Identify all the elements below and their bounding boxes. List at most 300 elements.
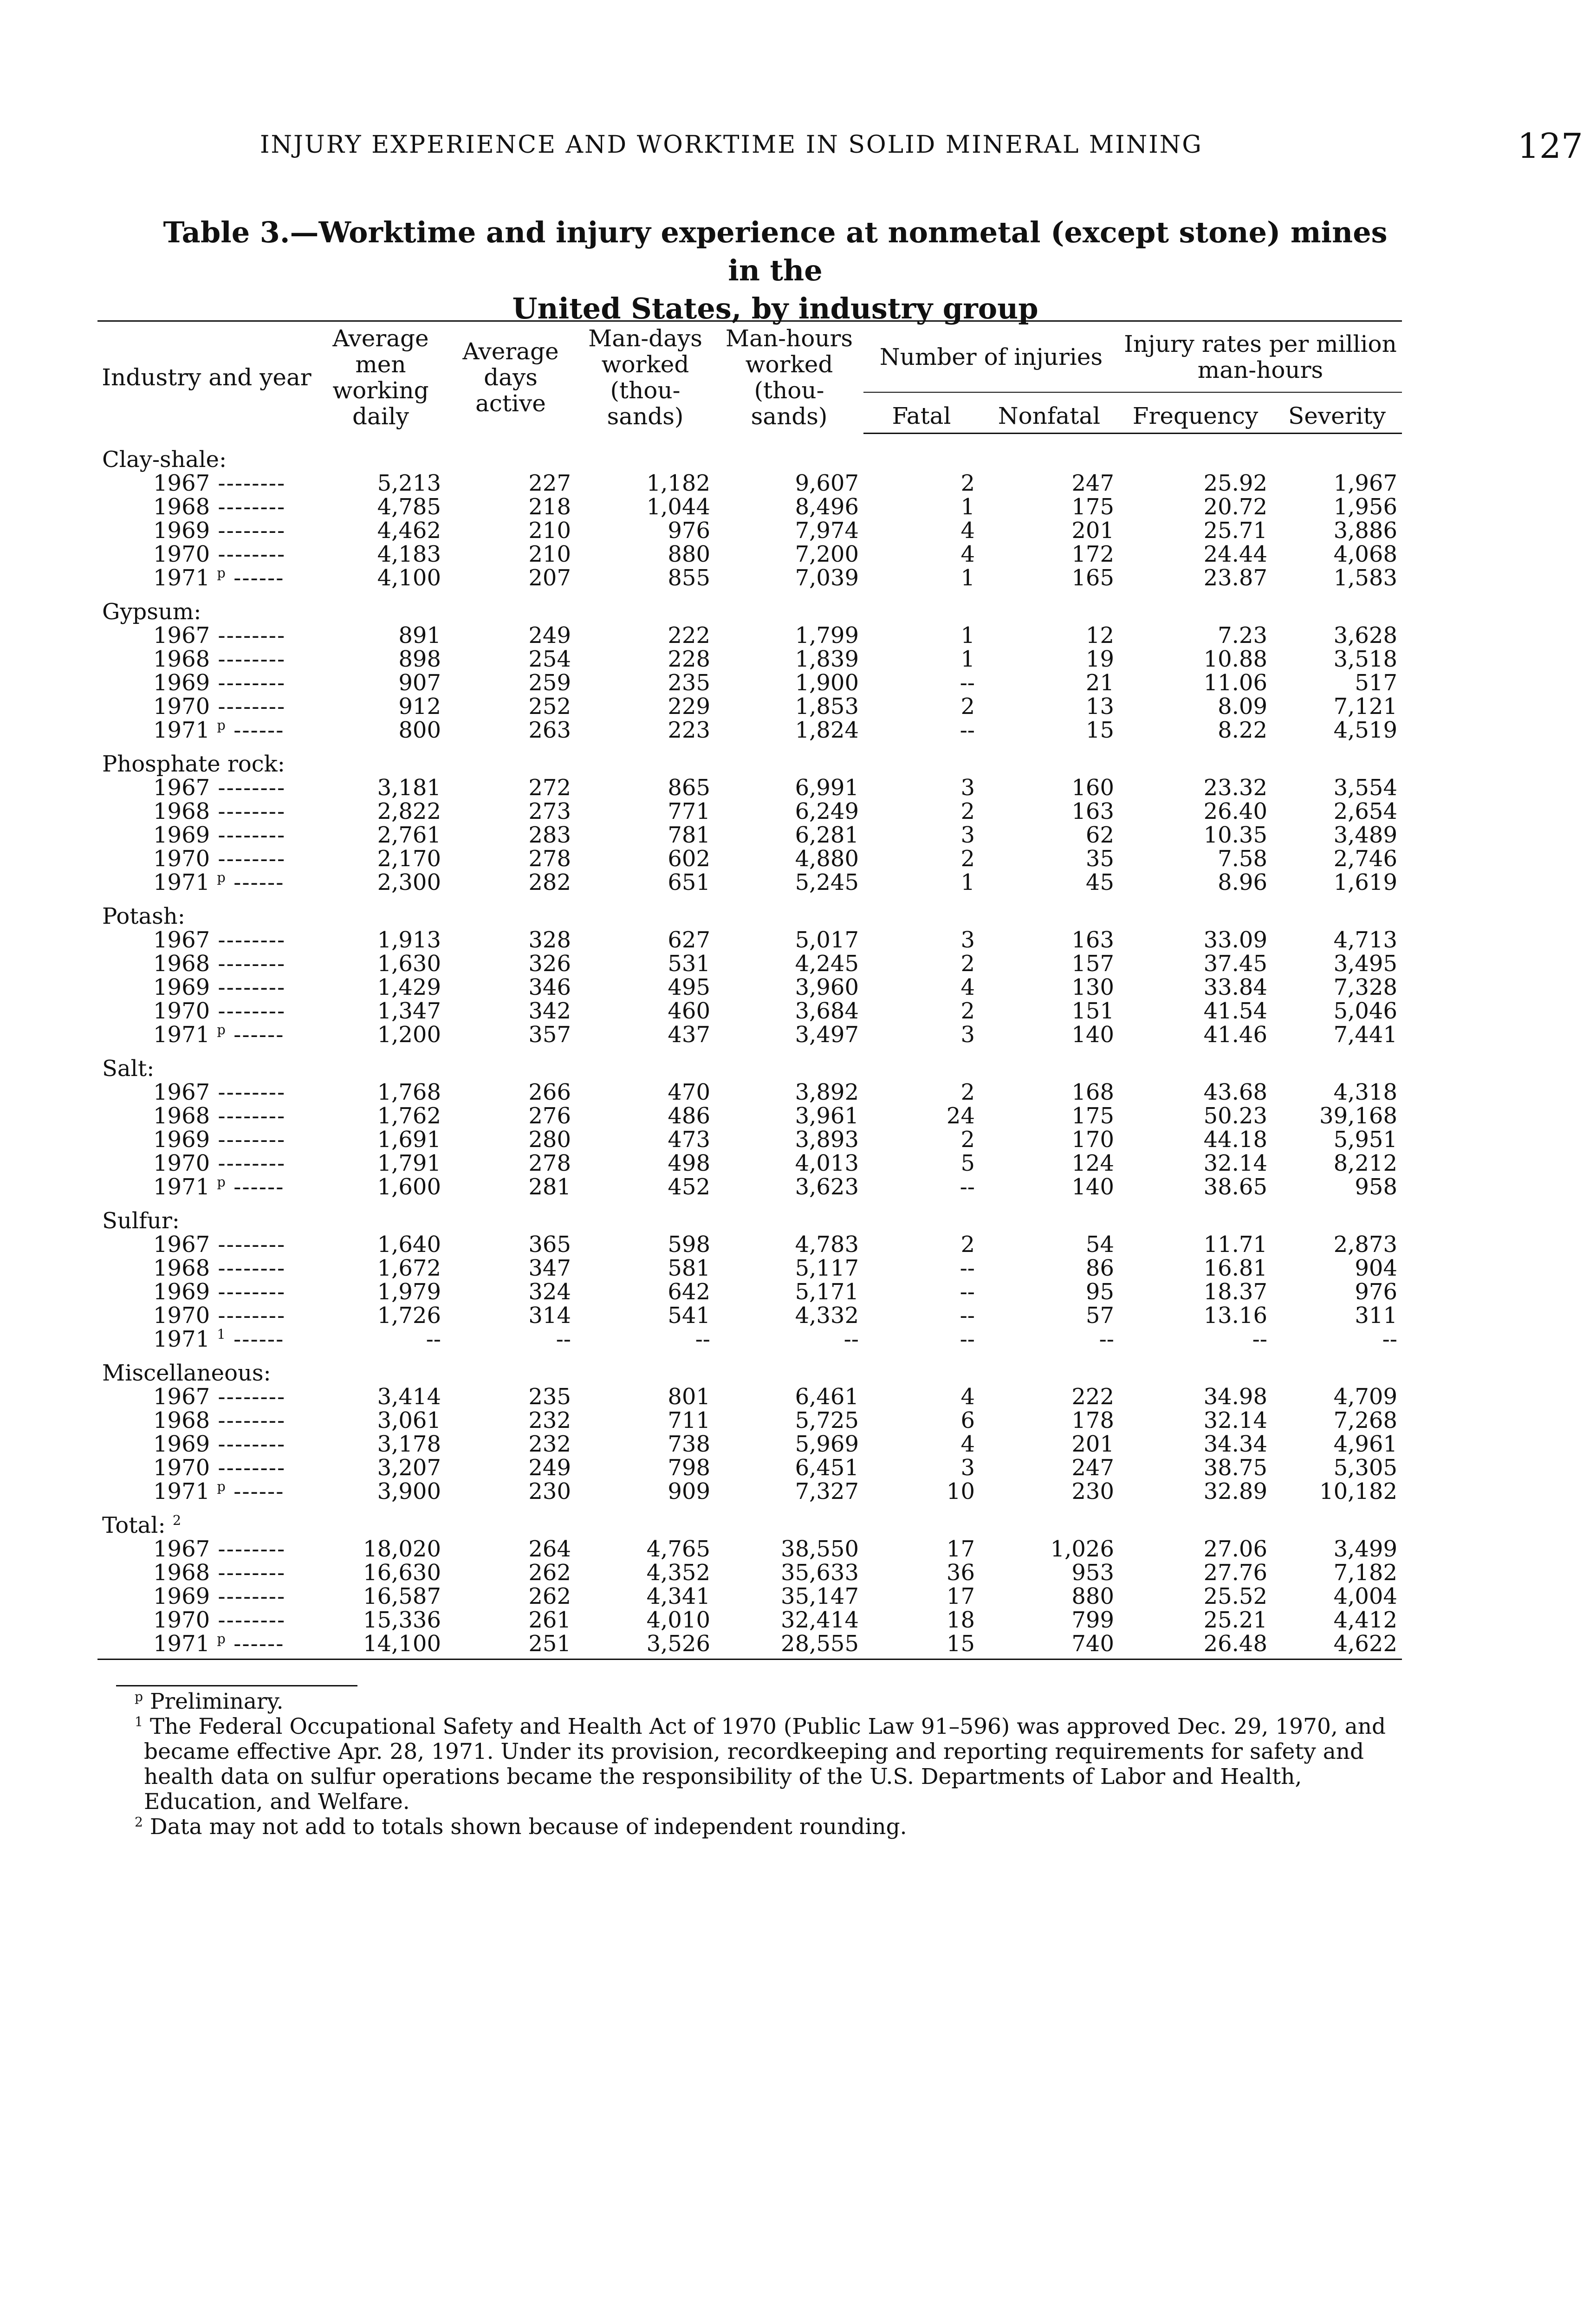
cell-manhours: 3,961 <box>795 1102 859 1129</box>
year-label: 1969 <box>153 517 210 544</box>
cell-frequency: 37.45 <box>1203 950 1267 977</box>
cell-frequency: 11.06 <box>1203 669 1267 696</box>
cell-men: 1,347 <box>377 998 441 1024</box>
cell-fatal: 15 <box>863 1632 980 1660</box>
table-body <box>97 433 1402 1659</box>
cell-men: 3,178 <box>377 1431 441 1457</box>
year-cell <box>97 1304 316 1328</box>
cell-fatal: 18 <box>946 1607 975 1633</box>
cell-manhours: 7,039 <box>795 564 859 591</box>
cell-severity: 4,318 <box>1333 1079 1397 1105</box>
year-cell <box>97 1480 316 1504</box>
year-label: 1967 <box>153 470 210 496</box>
year-mark: p <box>217 717 226 733</box>
cell-men: 3,900 <box>377 1478 441 1504</box>
leader-dots: -------- <box>210 622 286 648</box>
cell-days: 278 <box>528 845 571 872</box>
year-cell <box>97 695 316 719</box>
cell-men: 898 <box>398 646 441 672</box>
cell-days: 266 <box>528 1079 571 1105</box>
leader-dots: -------- <box>210 1583 286 1609</box>
year-cell <box>97 1433 316 1456</box>
cell-fatal: 2 <box>960 950 975 977</box>
cell-frequency: 25.71 <box>1203 517 1267 544</box>
year-label: 1969 <box>153 669 210 696</box>
leader-dots: -------- <box>210 1559 286 1586</box>
cell-nonfatal: 86 <box>1085 1255 1114 1281</box>
cell-fatal: -- <box>960 669 975 696</box>
year-label: 1971 <box>153 1326 210 1352</box>
cell-nonfatal: 130 <box>1071 974 1114 1000</box>
cell-days: 227 <box>528 470 571 496</box>
cell-days: 272 <box>528 774 571 801</box>
cell-fatal: 4 <box>960 974 975 1000</box>
cell-mandays: 598 <box>668 1231 710 1258</box>
cell-severity: 7,328 <box>1333 974 1397 1000</box>
leader-dots: ------ <box>225 564 285 591</box>
cell-fatal: 2 <box>960 1231 975 1258</box>
cell-nonfatal: 163 <box>1071 798 1114 824</box>
cell-days: 207 <box>528 564 571 591</box>
cell-fatal: 10 <box>946 1478 975 1504</box>
cell-manhours: 9,607 <box>795 470 859 496</box>
year-cell <box>97 719 316 742</box>
cell-severity: 7,441 <box>1333 1021 1397 1048</box>
leader-dots: -------- <box>210 693 286 720</box>
cell-manhours: 5,117 <box>795 1255 859 1281</box>
leader-dots: -------- <box>210 1150 286 1176</box>
footnote-text-1: The Federal Occupational Safety and Health Act of 1970 (Public Law 91–596) was approved Dec. 29, 1970, and became effective Apr. 28, 1971. Under its provision, recordkeeping and reporting requirements for safety and health data on sulfur operations became the responsibility of the U.S. Departments of Labor and Health, Education, and Welfare. <box>144 1714 1386 1815</box>
cell-severity: 517 <box>1355 669 1397 696</box>
cell-fatal: 24 <box>946 1102 975 1129</box>
year-label: 1967 <box>153 1079 210 1105</box>
table-row <box>97 1280 1402 1304</box>
cell-days: 249 <box>528 1454 571 1481</box>
cell-men: -- <box>426 1326 441 1352</box>
cell-frequency: 38.75 <box>1203 1454 1267 1481</box>
cell-fatal: -- <box>960 1278 975 1305</box>
cell-frequency: 27.76 <box>1203 1559 1267 1586</box>
year-label: 1970 <box>153 541 210 567</box>
cell-mandays: 470 <box>668 1079 710 1105</box>
cell-nonfatal: 124 <box>1071 1150 1114 1176</box>
cell-mandays: 880 <box>668 541 710 567</box>
year-label: 1971 <box>153 564 210 591</box>
leader-dots: ------ <box>225 1326 285 1352</box>
cell-fatal: 2 <box>960 998 975 1024</box>
cell-severity: 8,212 <box>1333 1150 1397 1176</box>
cell-severity: 311 <box>1355 1302 1397 1329</box>
year-label: 1969 <box>153 1583 210 1609</box>
cell-manhours: 32,414 <box>781 1607 859 1633</box>
cell-mandays: 781 <box>668 822 710 848</box>
cell-fatal: 2 <box>960 845 975 872</box>
cell-days: 281 <box>528 1173 571 1200</box>
table-row <box>97 624 1402 648</box>
cell-frequency: 7.23 <box>1218 622 1267 648</box>
table-row <box>97 1023 1402 1047</box>
cell-frequency: 50.23 <box>1203 1102 1267 1129</box>
leader-dots: -------- <box>210 1383 286 1410</box>
cell-frequency: 32.14 <box>1203 1407 1267 1433</box>
leader-dots: ------ <box>225 1630 285 1657</box>
table-title-line1: Table 3.—Worktime and injury experience at nonmetal (except stone) mines in the <box>163 215 1388 287</box>
col-header-days: Average days active <box>446 321 576 434</box>
year-cell <box>97 1608 316 1632</box>
col-header-men: Average men working daily <box>316 321 446 434</box>
cell-days: 262 <box>528 1583 571 1609</box>
year-cell <box>97 1632 316 1660</box>
cell-fatal: 2 <box>960 470 975 496</box>
year-cell <box>97 624 316 648</box>
cell-frequency: -- <box>1252 1326 1267 1352</box>
table-row <box>97 871 1402 895</box>
cell-mandays: 865 <box>668 774 710 801</box>
cell-nonfatal: 54 <box>1085 1231 1114 1258</box>
group-name: Gypsum: <box>102 598 201 625</box>
cell-mandays: 855 <box>668 564 710 591</box>
cell-fatal: -- <box>960 717 975 743</box>
cell-nonfatal: 1,026 <box>1050 1536 1114 1562</box>
cell-nonfatal: 230 <box>1071 1478 1114 1504</box>
footnotes <box>116 1685 1416 1840</box>
cell-men: 1,791 <box>377 1150 441 1176</box>
cell-manhours: 3,684 <box>795 998 859 1024</box>
cell-mandays: 498 <box>668 1150 710 1176</box>
year-cell <box>97 1328 316 1351</box>
cell-days: 264 <box>528 1536 571 1562</box>
cell-men: 3,414 <box>377 1383 441 1410</box>
cell-manhours: 38,550 <box>781 1536 859 1562</box>
cell-men: 4,100 <box>377 564 441 591</box>
year-cell <box>97 1561 316 1585</box>
cell-manhours: -- <box>843 1326 859 1352</box>
leader-dots: -------- <box>210 541 286 567</box>
col-header-nonfatal: Nonfatal <box>980 392 1119 433</box>
cell-days: 326 <box>528 950 571 977</box>
cell-nonfatal: 163 <box>1071 927 1114 953</box>
year-label: 1969 <box>153 1126 210 1153</box>
cell-manhours: 5,171 <box>795 1278 859 1305</box>
table-row <box>97 1608 1402 1632</box>
table-row <box>97 976 1402 999</box>
cell-manhours: 4,332 <box>795 1302 859 1329</box>
table-row <box>97 566 1402 590</box>
leader-dots: ------ <box>225 1021 285 1048</box>
col-header-rates: Injury rates per million man-hours <box>1119 321 1402 393</box>
cell-severity: 7,121 <box>1333 693 1397 720</box>
cell-days: 259 <box>528 669 571 696</box>
cell-severity: 1,956 <box>1333 493 1397 520</box>
table-row <box>97 695 1402 719</box>
cell-fatal: 1 <box>960 564 975 591</box>
table-row <box>97 776 1402 800</box>
cell-manhours: 4,880 <box>795 845 859 872</box>
cell-severity: 3,886 <box>1333 517 1397 544</box>
running-title: INJURY EXPERIENCE AND WORKTIME IN SOLID MINERAL MINING <box>260 131 1203 159</box>
cell-severity: 3,489 <box>1333 822 1397 848</box>
col-header-fatal: Fatal <box>863 392 980 433</box>
year-cell <box>97 519 316 543</box>
year-label: 1971 <box>153 1478 210 1504</box>
col-header-industry: Industry and year <box>97 321 316 434</box>
cell-severity: 976 <box>1355 1278 1397 1305</box>
cell-men: 2,300 <box>377 869 441 895</box>
cell-mandays: 222 <box>668 622 710 648</box>
cell-mandays: 228 <box>668 646 710 672</box>
cell-severity: 4,004 <box>1333 1583 1397 1609</box>
cell-frequency: 24.44 <box>1203 541 1267 567</box>
cell-fatal: 5 <box>960 1150 975 1176</box>
cell-nonfatal: 57 <box>1085 1302 1114 1329</box>
table-row <box>97 1456 1402 1480</box>
year-label: 1970 <box>153 1302 210 1329</box>
cell-days: 273 <box>528 798 571 824</box>
table-title <box>149 214 1402 328</box>
year-cell <box>97 871 316 895</box>
cell-men: 2,761 <box>377 822 441 848</box>
data-table <box>97 320 1402 1660</box>
year-cell <box>97 776 316 800</box>
cell-severity: 5,951 <box>1333 1126 1397 1153</box>
cell-days: 261 <box>528 1607 571 1633</box>
cell-severity: 1,967 <box>1333 470 1397 496</box>
cell-severity: 4,622 <box>1272 1632 1402 1660</box>
group-label <box>97 742 1402 776</box>
leader-dots: -------- <box>210 1079 286 1105</box>
cell-severity: 7,268 <box>1333 1407 1397 1433</box>
cell-manhours: 7,974 <box>795 517 859 544</box>
cell-days: 365 <box>528 1231 571 1258</box>
cell-nonfatal: 222 <box>1071 1383 1114 1410</box>
cell-mandays: 473 <box>668 1126 710 1153</box>
cell-men: 3,207 <box>377 1454 441 1481</box>
leader-dots: -------- <box>210 1607 286 1633</box>
cell-days: 235 <box>528 1383 571 1410</box>
cell-mandays: 738 <box>668 1431 710 1457</box>
cell-mandays: 976 <box>668 517 710 544</box>
group-row <box>97 742 1402 776</box>
cell-nonfatal: 247 <box>1071 1454 1114 1481</box>
cell-mandays: 4,010 <box>646 1607 710 1633</box>
cell-men: 1,672 <box>377 1255 441 1281</box>
col-header-severity: Severity <box>1272 392 1402 433</box>
cell-severity: 3,628 <box>1333 622 1397 648</box>
cell-nonfatal: 12 <box>1085 622 1114 648</box>
leader-dots: -------- <box>210 1278 286 1305</box>
cell-days: 328 <box>528 927 571 953</box>
leader-dots: -------- <box>210 1231 286 1258</box>
year-label: 1971 <box>153 1021 210 1048</box>
cell-days: 314 <box>528 1302 571 1329</box>
cell-severity: 10,182 <box>1319 1478 1397 1504</box>
year-cell <box>97 952 316 976</box>
cell-fatal: 2 <box>960 798 975 824</box>
cell-nonfatal: 15 <box>1085 717 1114 743</box>
table-row <box>97 800 1402 823</box>
footnote-text-2: Data may not add to totals shown because of independent rounding. <box>149 1814 907 1840</box>
table-row <box>97 999 1402 1023</box>
cell-manhours: 3,497 <box>795 1021 859 1048</box>
cell-severity: 4,412 <box>1333 1607 1397 1633</box>
cell-men: 907 <box>398 669 441 696</box>
leader-dots: -------- <box>210 798 286 824</box>
col-header-manhours: Man-hours worked (thou- sands) <box>715 321 863 434</box>
table-row <box>97 1233 1402 1257</box>
cell-men: 1,726 <box>377 1302 441 1329</box>
cell-men: 1,200 <box>377 1021 441 1048</box>
year-label: 1969 <box>153 974 210 1000</box>
year-cell <box>97 1280 316 1304</box>
cell-manhours: 1,900 <box>795 669 859 696</box>
leader-dots: -------- <box>210 517 286 544</box>
table-row <box>97 928 1402 952</box>
cell-men: 1,913 <box>377 927 441 953</box>
year-label: 1967 <box>153 1536 210 1562</box>
year-label: 1968 <box>153 1407 210 1433</box>
cell-frequency: 32.89 <box>1203 1478 1267 1504</box>
cell-days: 263 <box>528 717 571 743</box>
cell-men: 16,587 <box>363 1583 441 1609</box>
year-label: 1970 <box>153 998 210 1024</box>
year-label: 1970 <box>153 845 210 872</box>
year-cell <box>97 1023 316 1047</box>
footnote-preliminary <box>116 1689 1416 1714</box>
cell-manhours: 5,017 <box>795 927 859 953</box>
cell-days: 278 <box>528 1150 571 1176</box>
year-cell <box>97 1128 316 1152</box>
cell-nonfatal: 175 <box>1071 1102 1114 1129</box>
table-area <box>97 320 1402 1660</box>
cell-mandays: -- <box>695 1326 710 1352</box>
cell-frequency: 23.32 <box>1203 774 1267 801</box>
cell-fatal: 1 <box>960 493 975 520</box>
cell-manhours: 28,555 <box>715 1632 863 1660</box>
cell-days: 254 <box>528 646 571 672</box>
cell-severity: 5,305 <box>1333 1454 1397 1481</box>
cell-mandays: 4,341 <box>646 1583 710 1609</box>
cell-nonfatal: 247 <box>1071 470 1114 496</box>
cell-nonfatal: 170 <box>1071 1126 1114 1153</box>
cell-men: 3,181 <box>377 774 441 801</box>
leader-dots: -------- <box>210 669 286 696</box>
year-cell <box>97 1104 316 1128</box>
table-row <box>97 1585 1402 1608</box>
cell-men: 2,170 <box>377 845 441 872</box>
table-title-line2: United States, by industry group <box>512 292 1038 325</box>
cell-men: 1,640 <box>377 1231 441 1258</box>
cell-fatal: 3 <box>960 774 975 801</box>
year-cell <box>97 1409 316 1433</box>
cell-mandays: 909 <box>668 1478 710 1504</box>
year-label: 1971 <box>153 869 210 895</box>
cell-men: 5,213 <box>377 470 441 496</box>
cell-severity: 1,583 <box>1333 564 1397 591</box>
cell-frequency: 33.09 <box>1203 927 1267 953</box>
cell-manhours: 7,327 <box>795 1478 859 1504</box>
cell-nonfatal: 140 <box>1071 1173 1114 1200</box>
cell-men: 4,785 <box>377 493 441 520</box>
cell-fatal: 1 <box>960 869 975 895</box>
year-mark: p <box>217 1478 226 1494</box>
group-row <box>97 895 1402 928</box>
table-row <box>97 823 1402 847</box>
table-row <box>97 847 1402 871</box>
group-row <box>97 1504 1402 1537</box>
cell-fatal: -- <box>960 1302 975 1329</box>
year-cell <box>97 472 316 495</box>
group-label <box>97 895 1402 928</box>
cell-severity: 7,182 <box>1333 1559 1397 1586</box>
cell-manhours: 4,245 <box>795 950 859 977</box>
cell-days: 232 <box>528 1407 571 1433</box>
cell-men: 2,822 <box>377 798 441 824</box>
year-label: 1967 <box>153 622 210 648</box>
year-label: 1968 <box>153 950 210 977</box>
cell-fatal: 6 <box>960 1407 975 1433</box>
year-cell <box>97 847 316 871</box>
leader-dots: -------- <box>210 927 286 953</box>
cell-frequency: 25.92 <box>1203 470 1267 496</box>
cell-men: 14,100 <box>316 1632 446 1660</box>
table-row <box>97 472 1402 495</box>
cell-severity: 3,518 <box>1333 646 1397 672</box>
cell-frequency: 20.72 <box>1203 493 1267 520</box>
year-mark: 1 <box>217 1326 226 1342</box>
leader-dots: -------- <box>210 774 286 801</box>
year-label: 1968 <box>153 798 210 824</box>
cell-nonfatal: 13 <box>1085 693 1114 720</box>
table-row <box>97 1304 1402 1328</box>
cell-mandays: 437 <box>668 1021 710 1048</box>
year-cell <box>97 800 316 823</box>
cell-manhours: 3,960 <box>795 974 859 1000</box>
group-label <box>97 433 1402 472</box>
leader-dots: -------- <box>210 950 286 977</box>
year-cell <box>97 999 316 1023</box>
group-name: Phosphate rock: <box>102 751 285 777</box>
cell-men: 15,336 <box>363 1607 441 1633</box>
leader-dots: ------ <box>225 1478 285 1504</box>
year-mark: p <box>217 869 226 885</box>
cell-fatal: 4 <box>960 541 975 567</box>
cell-nonfatal: 799 <box>1071 1607 1114 1633</box>
year-label: 1968 <box>153 646 210 672</box>
cell-fatal: 4 <box>960 1383 975 1410</box>
group-row <box>97 1199 1402 1233</box>
group-row <box>97 590 1402 624</box>
cell-manhours: 6,991 <box>795 774 859 801</box>
cell-days: 210 <box>528 517 571 544</box>
cell-nonfatal: 953 <box>1071 1559 1114 1586</box>
leader-dots: -------- <box>210 822 286 848</box>
footnote-2 <box>116 1815 1416 1840</box>
leader-dots: -------- <box>210 493 286 520</box>
cell-days: 276 <box>528 1102 571 1129</box>
cell-mandays: 3,526 <box>576 1632 715 1660</box>
cell-frequency: 8.96 <box>1218 869 1267 895</box>
year-label: 1967 <box>153 927 210 953</box>
cell-mandays: 602 <box>668 845 710 872</box>
cell-mandays: 798 <box>668 1454 710 1481</box>
cell-fatal: -- <box>960 1326 975 1352</box>
col-header-injuries: Number of injuries <box>863 321 1119 393</box>
cell-men: 1,691 <box>377 1126 441 1153</box>
cell-mandays: 229 <box>668 693 710 720</box>
year-cell <box>97 543 316 566</box>
cell-severity: 4,068 <box>1333 541 1397 567</box>
cell-manhours: 6,451 <box>795 1454 859 1481</box>
